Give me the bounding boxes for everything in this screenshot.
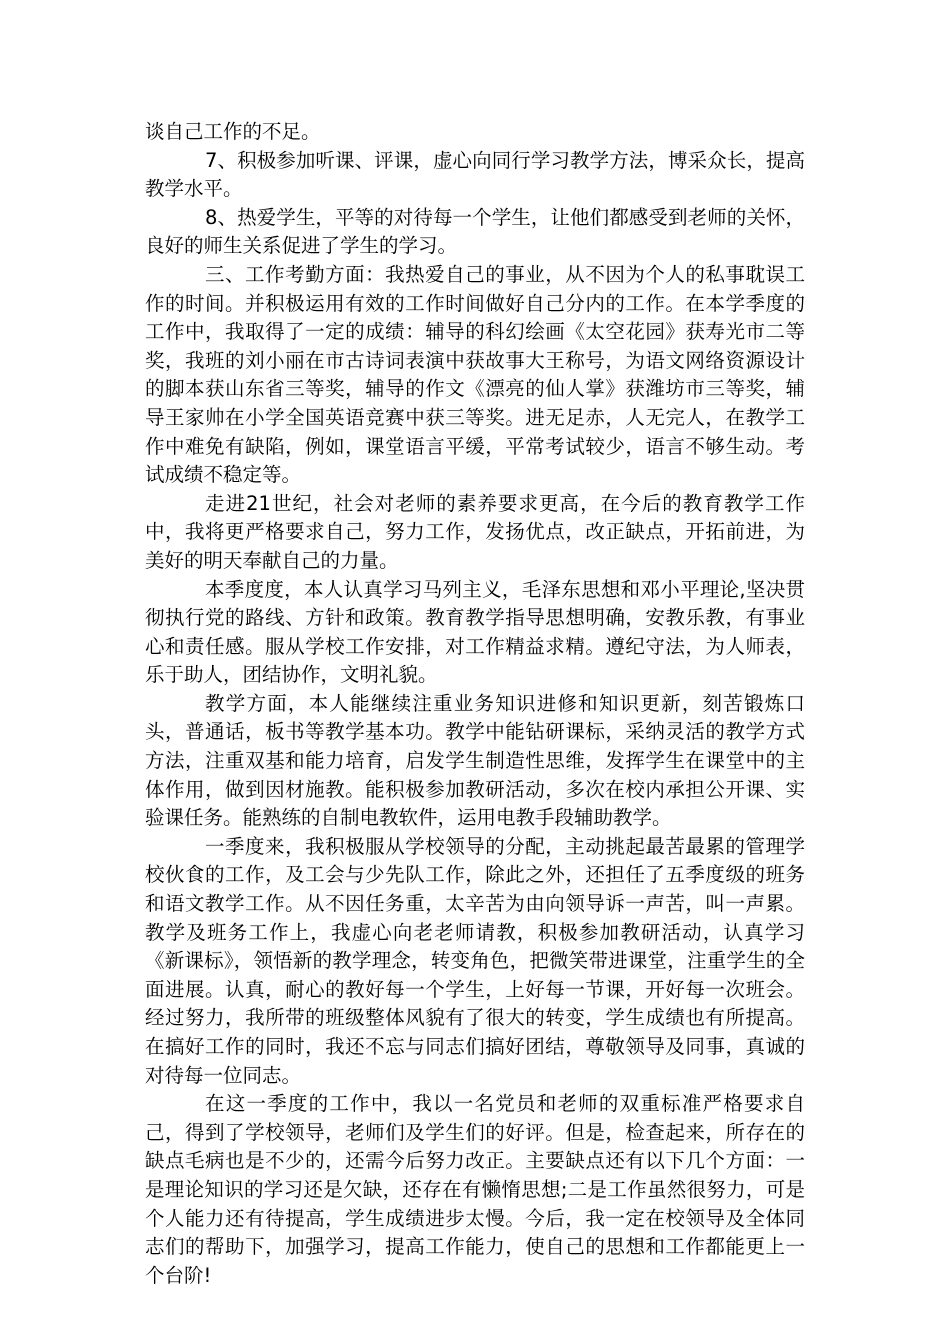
- paragraph-item-8: 8、热爱学生，平等的对待每一个学生，让他们都感受到老师的关怀，良好的师生关系促进了学生的学习。: [145, 205, 805, 258]
- paragraph-summary: 在这一季度的工作中，我以一名党员和老师的双重标准严格要求自己，得到了学校领导，老师们及学生们的好评。但是，检查起来，所存在的缺点毛病也是不少的，还需今后努力改正。主要缺点还有以下几个方面：一是理论知识的学习还是欠缺，还存在有懒惰思想;二是工作虽然很努力，可是个人能力还有待提高，学生成绩进步太慢。今后，我一定在校领导及全体同志们的帮助下，加强学习，提高工作能力，使自己的思想和工作都能更上一个台阶!: [145, 1092, 805, 1287]
- paragraph-outlook: 走进21世纪，社会对老师的素养要求更高，在今后的教育教学工作中，我将更严格要求自己，努力工作，发扬优点，改正缺点，开拓前进，为美好的明天奉献自己的力量。: [145, 491, 805, 572]
- paragraph-item-7: 7、积极参加听课、评课，虚心向同行学习教学方法，博采众长，提高教学水平。: [145, 148, 805, 201]
- paragraph-continuation: 谈自己工作的不足。: [145, 120, 321, 143]
- paragraph-attendance: 三、工作考勤方面：我热爱自己的事业，从不因为个人的私事耽误工作的时间。并积极运用有效的工作时间做好自己分内的工作。在本学季度的工作中，我取得了一定的成绩：辅导的科幻绘画《太空花园》获寿光市二等奖，我班的刘小丽在市古诗词表演中获故事大王称号，为语文网络资源设计的脚本获山东省三等奖，辅导的作文《漂亮的仙人掌》获潍坊市三等奖，辅导王家帅在小学全国英语竞赛中获三等奖。进无足赤，人无完人，在教学工作中难免有缺陷，例如，课堂语言平缓，平常考试较少，语言不够生动。考试成绩不稳定等。: [145, 262, 805, 487]
- paragraph-work-duties: 一季度来，我积极服从学校领导的分配，主动挑起最苦最累的管理学校伙食的工作，及工会与少先队工作，除此之外，还担任了五季度级的班务和语文教学工作。从不因任务重，太辛苦为由向领导诉一声苦，叫一声累。教学及班务工作上，我虚心向老老师请教，积极参加教研活动，认真学习《新课标》，领悟新的教学理念，转变角色，把微笑带进课堂，注重学生的全面进展。认真，耐心的教好每一个学生，上好每一节课，开好每一次班会。经过努力，我所带的班级整体风貌有了很大的转变，学生成绩也有所提高。在搞好工作的同时，我还不忘与同志们搞好团结，尊敬领导及同事，真诚的对待每一位同志。: [145, 834, 805, 1087]
- paragraph-teaching: 教学方面，本人能继续注重业务知识进修和知识更新，刻苦锻炼口头，普通话，板书等教学基本功。教学中能钻研课标，采纳灵活的教学方式方法，注重双基和能力培育，启发学生制造性思维，发挥学生在课堂中的主体作用，做到因材施教。能积极参加教研活动，多次在校内承担公开课、实验课任务。能熟练的自制电教软件，运用电教手段辅助教学。: [145, 691, 805, 830]
- paragraph-ideology: 本季度度，本人认真学习马列主义，毛泽东思想和邓小平理论,坚决贯彻执行党的路线、方针和政策。教育教学指导思想明确，安教乐教，有事业心和责任感。服从学校工作安排，对工作精益求精。遵纪守法，为人师表，乐于助人，团结协作，文明礼貌。: [145, 577, 805, 687]
- document-page: [145, 118, 805, 1290]
